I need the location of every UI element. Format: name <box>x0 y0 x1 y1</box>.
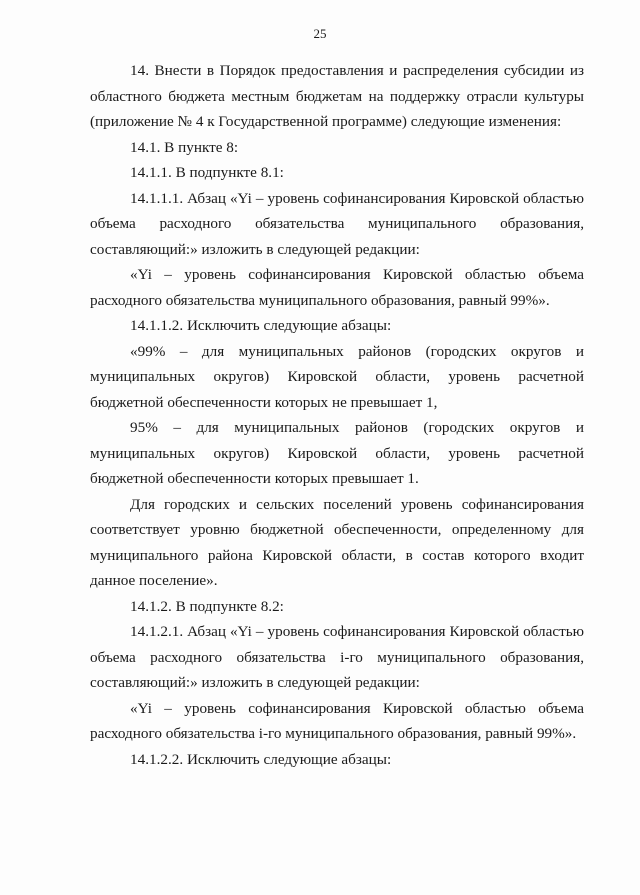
document-body <box>90 58 584 772</box>
paragraph-14-1-1-1: 14.1.1.1. Абзац «Yi – уровень софинансирования Кировской областью объема расходного обязательства муниципального образования, составляющий:» изложить в следующей редакции: <box>90 189 584 258</box>
paragraph-99-percent: «99% – для муниципальных районов (городских округов и муниципальных округов) Кировской области, уровень расчетной бюджетной обеспеченности которых не превышает 1, <box>90 342 584 411</box>
paragraph-quote-yi-8-2: «Yi – уровень софинансирования Кировской областью объема расходного обязательства i-го муниципального образования, равный 99%». <box>90 699 584 742</box>
page-number: 25 <box>313 26 327 41</box>
paragraph-14-1-1-2: 14.1.1.2. Исключить следующие абзацы: <box>130 317 392 334</box>
paragraph-95-percent: 95% – для муниципальных районов (городских округов и муниципальных округов) Кировской области, уровень расчетной бюджетной обеспеченности которых превышает 1. <box>90 419 584 487</box>
paragraph-14-1-1: 14.1.1. В подпункте 8.1: <box>130 164 284 181</box>
paragraph-settlements: Для городских и сельских поселений уровень софинансирования соответствует уровню бюджетной обеспеченности, определенному для муниципального района Кировской области, в состав которого входит данное поселение». <box>90 495 584 589</box>
paragraph-14-1: 14.1. В пункте 8: <box>130 138 239 156</box>
paragraph-14: 14. Внести в Порядок предоставления и распределения субсидии из областного бюджета местным бюджетам на поддержку отрасли культуры (приложение № 4 к Государственной программе) следующие изменения: <box>90 62 584 130</box>
paragraph-quote-yi-8-1: «Yi – уровень софинансирования Кировской областью объема расходного обязательства муниципального образования, равный 99%». <box>90 266 584 309</box>
paragraph-14-1-2-2: 14.1.2.2. Исключить следующие абзацы: <box>130 750 392 768</box>
paragraph-14-1-2: 14.1.2. В подпункте 8.2: <box>130 597 284 615</box>
paragraph-14-1-2-1: 14.1.2.1. Абзац «Yi – уровень софинансирования Кировской областью объема расходного обязательства i-го муниципального образования, составляющий:» изложить в следующей редакции: <box>90 623 584 691</box>
